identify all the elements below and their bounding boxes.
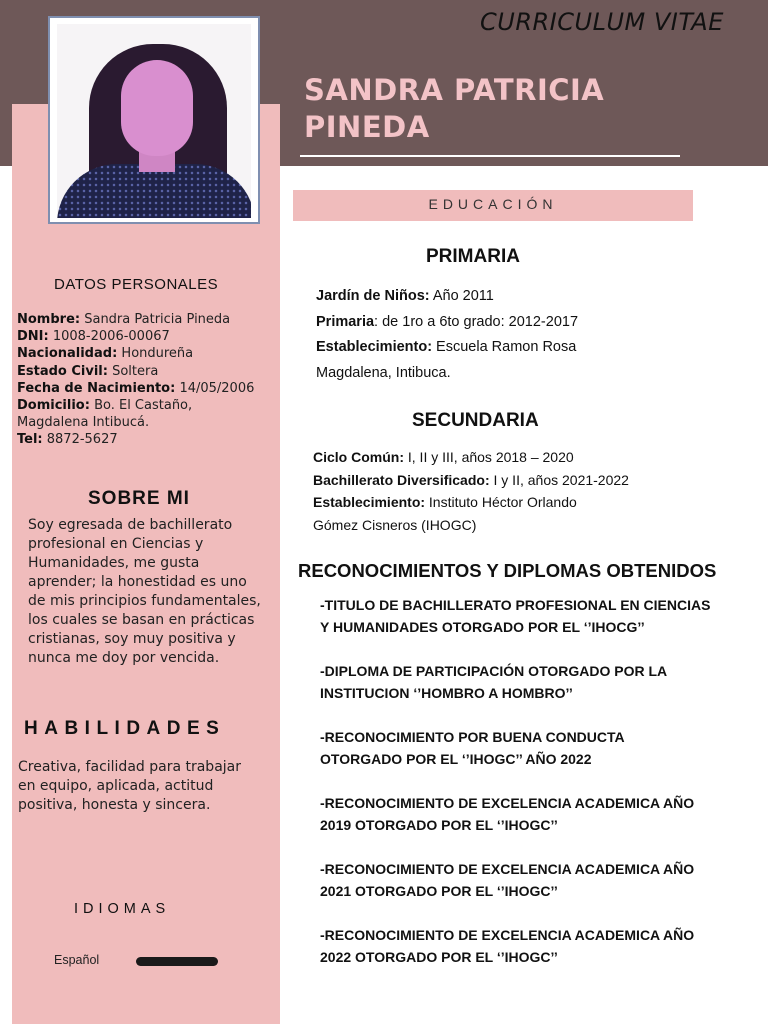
personal-field: Nombre: Sandra Patricia Pineda bbox=[17, 312, 231, 327]
personal-field: Tel: 8872-5627 bbox=[17, 432, 118, 448]
secondary-line: Establecimiento: Instituto Héctor Orlando bbox=[313, 494, 577, 510]
personal-field: Nacionalidad: Hondureña bbox=[17, 346, 194, 362]
primary-line: Establecimiento: Escuela Ramon Rosa bbox=[316, 339, 577, 355]
secondary-line: Bachillerato Diversificado: I y II, años 2021-2022 bbox=[313, 471, 629, 488]
profile-photo bbox=[57, 24, 251, 218]
secondary-details bbox=[313, 446, 753, 536]
skills-text: Creativa, facilidad para trabajar en equipo, aplicada, actitud positiva, honesta y sincera. bbox=[18, 759, 242, 813]
primary-details bbox=[316, 284, 736, 386]
name-line-2: PINEDA bbox=[304, 110, 430, 144]
secondary-title: SECUNDARIA bbox=[412, 410, 539, 431]
language-name: Español bbox=[54, 953, 100, 967]
awards-title: RECONOCIMIENTOS Y DIPLOMAS OBTENIDOS bbox=[298, 560, 717, 581]
primary-line: Jardín de Niños: Año 2011 bbox=[316, 288, 494, 304]
personal-field: Estado Civil: Soltera bbox=[17, 363, 159, 379]
about-text: Soy egresada de bachillerato profesional en Ciencias y Humanidades, me gusta aprender; la honestidad es uno de mis principios fundamentales, los cuales se basan en prácticas cristianas, soy muy positiva y nunca me doy por vencida. bbox=[28, 517, 261, 666]
languages-title: IDIOMAS bbox=[74, 901, 171, 917]
award-item: -RECONOCIMIENTO DE EXCELENCIA ACADEMICA AÑO 2022 OTORGADO POR EL ‘’IHOGC’’ bbox=[320, 927, 695, 965]
secondary-line: Gómez Cisneros (IHOGC) bbox=[313, 516, 477, 533]
name-divider bbox=[300, 155, 680, 157]
primary-title: PRIMARIA bbox=[426, 246, 520, 267]
personal-data-list bbox=[17, 311, 279, 449]
secondary-line: Ciclo Común: I, II y III, años 2018 – 2020 bbox=[313, 449, 574, 465]
award-item: -TITULO DE BACHILLERATO PROFESIONAL EN CIENCIAS Y HUMANIDADES OTORGADO POR EL ‘’IHOCG’’ bbox=[320, 597, 711, 635]
education-title: EDUCACIÓN bbox=[428, 196, 558, 212]
personal-field: DNI: 1008-2006-00067 bbox=[17, 329, 170, 345]
award-item: -DIPLOMA DE PARTICIPACIÓN OTORGADO POR LA INSTITUCION ‘’HOMBRO A HOMBRO’’ bbox=[320, 663, 668, 701]
name-line-1: SANDRA PATRICIA bbox=[304, 73, 605, 107]
award-item: -RECONOCIMIENTO POR BUENA CONDUCTA OTORGADO POR EL ‘’IHOGC’’ AÑO 2022 bbox=[320, 729, 625, 767]
profile-photo-frame bbox=[48, 16, 260, 224]
skills-title: HABILIDADES bbox=[24, 718, 226, 739]
personal-field: Fecha de Nacimiento: 14/05/2006 bbox=[17, 380, 255, 396]
award-item: -RECONOCIMIENTO DE EXCELENCIA ACADEMICA AÑO 2021 OTORGADO POR EL ‘’IHOGC’’ bbox=[320, 861, 695, 899]
primary-line: Magdalena, Intibuca. bbox=[316, 364, 451, 381]
about-title: SOBRE MI bbox=[88, 488, 190, 509]
award-item: -RECONOCIMIENTO DE EXCELENCIA ACADEMICA AÑO 2019 OTORGADO POR EL ‘’IHOGC’’ bbox=[320, 795, 695, 833]
primary-line: Primaria: de 1ro a 6to grado: 2012-2017 bbox=[316, 313, 579, 330]
document-label: CURRICULUM VITAE bbox=[480, 8, 724, 36]
language-level-bar bbox=[136, 957, 218, 966]
candidate-name bbox=[304, 72, 744, 146]
personal-data-title: DATOS PERSONALES bbox=[54, 276, 219, 293]
personal-field: Domicilio: Bo. El Castaño, Magdalena Intibucá. bbox=[17, 398, 193, 431]
